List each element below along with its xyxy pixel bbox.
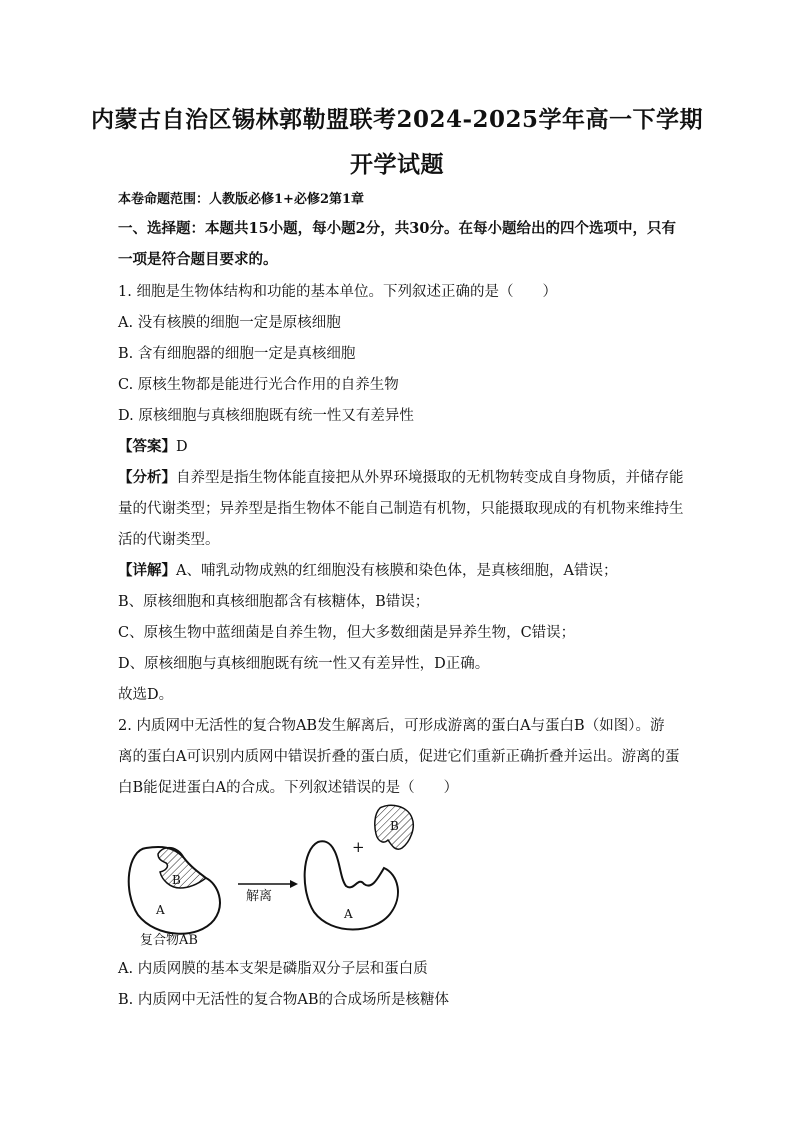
question-1-analysis-line2: 量的代谢类型；异养型是指生物体不能自己制造有机物，只能摄取现成的有机物来维持生 — [118, 501, 684, 517]
question-2-stem-line2: 离的蛋白A可识别内质网中错误折叠的蛋白质，促进它们重新正确折叠并运出。游离的蛋 — [118, 749, 680, 765]
analysis-text: 自养型是指生物体能直接把从外界环境摄取的无机物转变成自身物质，并储存能 — [176, 470, 684, 486]
question-1-analysis-line3: 活的代谢类型。 — [118, 532, 220, 548]
detail-tag: 【详解】 — [118, 562, 176, 579]
question-2-stem-line3: 白B能促进蛋白A的合成。下列叙述错误的是（ ） — [118, 780, 459, 796]
question-2-stem-line1: 2. 内质网中无活性的复合物AB发生解离后，可形成游离的蛋白A与蛋白B（如图）。游 — [118, 718, 665, 734]
section-heading-line2: 一项是符合题目要求的。 — [118, 251, 278, 268]
arrow-head — [290, 880, 298, 888]
question-1-option-a: A. 没有核膜的细胞一定是原核细胞 — [118, 315, 341, 331]
question-1-conclusion: 故选D。 — [118, 687, 174, 703]
complex-label-b: B — [172, 873, 181, 887]
question-1-option-d: D. 原核细胞与真核细胞既有统一性又有差异性 — [118, 408, 414, 424]
answer-value: D — [176, 439, 188, 455]
detail-text: A、哺乳动物成熟的红细胞没有核膜和染色体，是真核细胞，A错误； — [176, 563, 618, 579]
protein-dissociation-figure — [118, 800, 438, 952]
question-1-option-c: C. 原核生物都是能进行光合作用的自养生物 — [118, 377, 399, 393]
question-1-answer — [118, 435, 678, 456]
plus-sign: + — [352, 838, 365, 856]
complex-ab-caption: 复合物AB — [140, 933, 198, 948]
question-1-option-b: B. 含有细胞器的细胞一定是真核细胞 — [118, 346, 356, 362]
question-2-option-a: A. 内质网膜的基本支架是磷脂双分子层和蛋白质 — [118, 961, 428, 977]
question-1-detail-line4: D、原核细胞与真核细胞既有统一性又有差异性，D正确。 — [118, 656, 490, 672]
question-1-stem: 1. 细胞是生物体结构和功能的基本单位。下列叙述正确的是（ ） — [118, 284, 557, 300]
free-label-a: A — [344, 907, 353, 921]
complex-label-a: A — [156, 903, 165, 917]
scope-note: 本卷命题范围：人教版必修1+必修2第1章 — [118, 192, 365, 207]
free-label-b: B — [390, 819, 399, 833]
page-subtitle: 开学试题 — [350, 151, 444, 178]
page-title: 内蒙古自治区锡林郭勒盟联考2024-2025学年高一下学期 — [90, 106, 704, 133]
question-1-detail-line2: B、原核细胞和真核细胞都含有核糖体，B错误； — [118, 594, 430, 610]
dissociation-label: 解离 — [246, 889, 273, 904]
analysis-tag: 【分析】 — [118, 469, 176, 486]
question-1-detail-line3: C、原核生物中蓝细菌是自养生物，但大多数细菌是异养生物，C错误； — [118, 625, 576, 641]
question-1-analysis-line1 — [118, 466, 684, 487]
answer-tag: 【答案】 — [118, 438, 176, 455]
figure-svg — [118, 800, 438, 952]
question-1-detail-line1 — [118, 559, 678, 580]
question-2-option-b: B. 内质网中无活性的复合物AB的合成场所是核糖体 — [118, 992, 449, 1008]
section-heading-line1: 一、选择题：本题共15小题，每小题2分，共30分。在每小题给出的四个选项中，只有 — [118, 220, 676, 237]
